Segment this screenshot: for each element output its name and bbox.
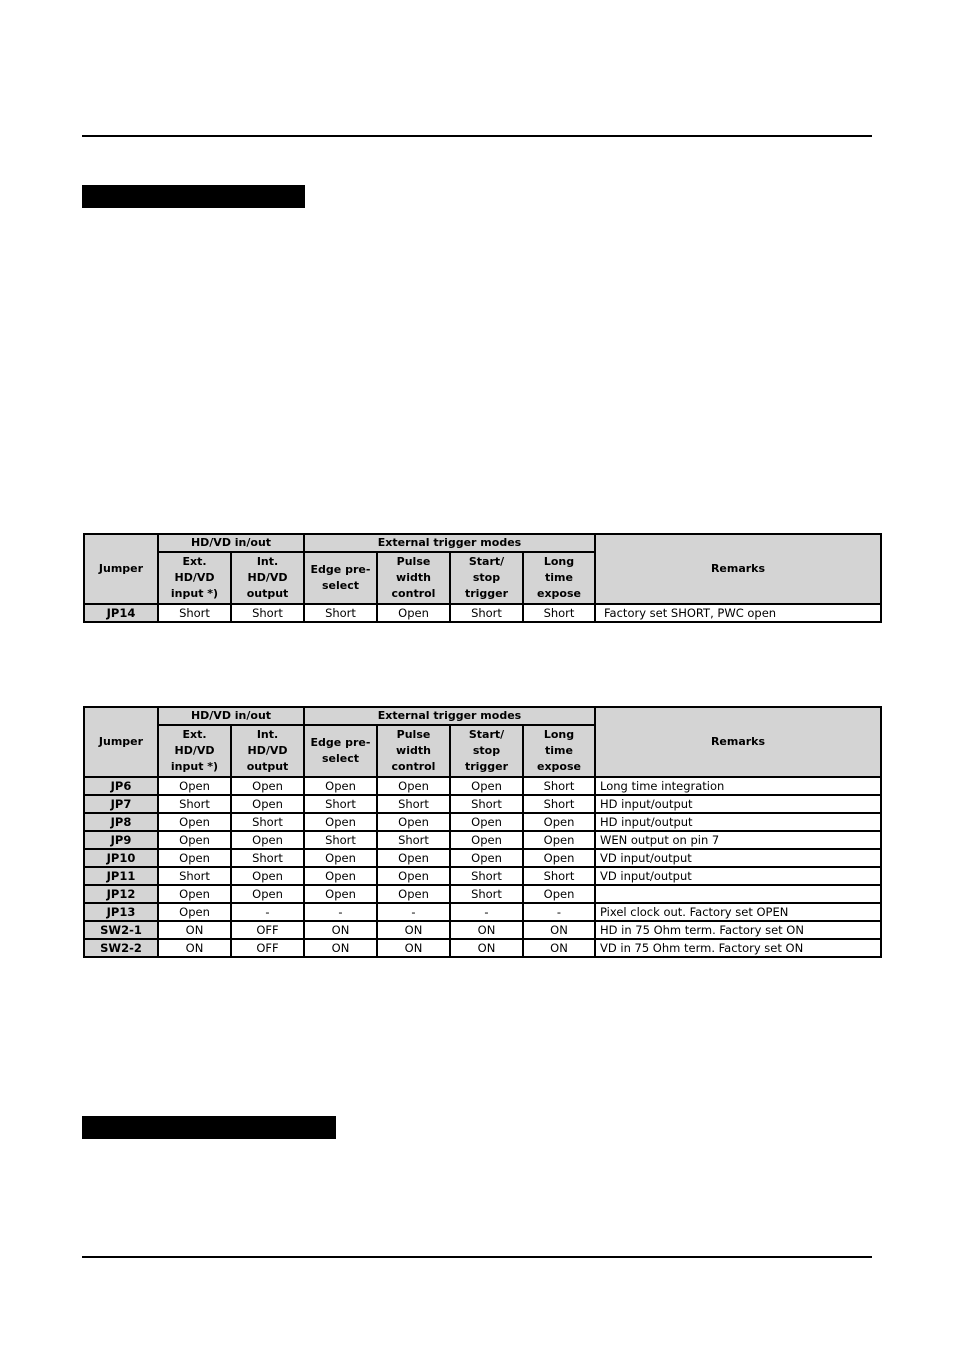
cell-remarks: VD input/output — [595, 849, 881, 867]
cell-start-stop-trigger: ON — [450, 921, 523, 939]
header-start-stop-trigger: Start/ stop trigger — [450, 725, 523, 777]
cell-pulse-width-control: Open — [377, 604, 450, 622]
cell-ext-hdvd-input: ON — [158, 921, 231, 939]
header-edge-preselect: Edge pre-select — [304, 725, 377, 777]
header-long-time-expose: Long time expose — [523, 552, 595, 604]
cell-ext-hdvd-input: Open — [158, 903, 231, 921]
cell-edge-preselect: Open — [304, 849, 377, 867]
cell-pulse-width-control: Open — [377, 885, 450, 903]
table-row — [84, 831, 881, 849]
header-remarks: Remarks — [595, 707, 881, 777]
cell-long-time-expose: Open — [523, 831, 595, 849]
cell-edge-preselect: Open — [304, 885, 377, 903]
header-pulse-width-control: Pulse width control — [377, 725, 450, 777]
cell-long-time-expose: Short — [523, 777, 595, 795]
table-row — [84, 921, 881, 939]
cell-ext-hdvd-input: Short — [158, 604, 231, 622]
cell-pulse-width-control: Open — [377, 813, 450, 831]
cell-edge-preselect: Short — [304, 795, 377, 813]
cell-int-hdvd-output: OFF — [231, 939, 304, 957]
table-header-row-groups — [84, 534, 881, 552]
cell-start-stop-trigger: ON — [450, 939, 523, 957]
jumper-table-2 — [83, 706, 882, 958]
cell-int-hdvd-output: Short — [231, 604, 304, 622]
cell-long-time-expose: Short — [523, 867, 595, 885]
cell-ext-hdvd-input: Open — [158, 885, 231, 903]
cell-remarks: VD in 75 Ohm term. Factory set ON — [595, 939, 881, 957]
cell-remarks: HD in 75 Ohm term. Factory set ON — [595, 921, 881, 939]
cell-jumper: JP11 — [84, 867, 158, 885]
cell-start-stop-trigger: Short — [450, 604, 523, 622]
jumper-table-1 — [83, 533, 882, 623]
cell-pulse-width-control: ON — [377, 921, 450, 939]
cell-int-hdvd-output: OFF — [231, 921, 304, 939]
cell-jumper: JP9 — [84, 831, 158, 849]
cell-int-hdvd-output: Short — [231, 813, 304, 831]
cell-pulse-width-control: ON — [377, 939, 450, 957]
cell-jumper: JP8 — [84, 813, 158, 831]
header-remarks: Remarks — [595, 534, 881, 604]
footer-rule — [82, 1256, 872, 1258]
cell-ext-hdvd-input: Open — [158, 813, 231, 831]
cell-jumper: JP7 — [84, 795, 158, 813]
cell-edge-preselect: Open — [304, 813, 377, 831]
table-row — [84, 885, 881, 903]
cell-start-stop-trigger: Open — [450, 813, 523, 831]
table-row — [84, 867, 881, 885]
cell-jumper: JP12 — [84, 885, 158, 903]
cell-jumper: JP13 — [84, 903, 158, 921]
header-rule — [82, 135, 872, 137]
cell-long-time-expose: Open — [523, 813, 595, 831]
header-start-stop-trigger: Start/ stop trigger — [450, 552, 523, 604]
header-edge-preselect: Edge pre-select — [304, 552, 377, 604]
header-group-external-trigger: External trigger modes — [304, 707, 595, 725]
section-heading-bar-1 — [82, 185, 305, 208]
table-row — [84, 795, 881, 813]
header-ext-hdvd-input: Ext. HD/VD input *) — [158, 725, 231, 777]
cell-remarks — [595, 885, 881, 903]
header-group-hdvd: HD/VD in/out — [158, 707, 304, 725]
cell-start-stop-trigger: Open — [450, 849, 523, 867]
cell-ext-hdvd-input: Short — [158, 867, 231, 885]
cell-start-stop-trigger: Short — [450, 867, 523, 885]
header-group-external-trigger: External trigger modes — [304, 534, 595, 552]
header-int-hdvd-output: Int. HD/VD output — [231, 552, 304, 604]
header-long-time-expose: Long time expose — [523, 725, 595, 777]
header-ext-hdvd-input: Ext. HD/VD input *) — [158, 552, 231, 604]
cell-ext-hdvd-input: ON — [158, 939, 231, 957]
header-group-hdvd: HD/VD in/out — [158, 534, 304, 552]
cell-start-stop-trigger: Short — [450, 885, 523, 903]
cell-long-time-expose: Short — [523, 795, 595, 813]
cell-ext-hdvd-input: Short — [158, 795, 231, 813]
cell-remarks: WEN output on pin 7 — [595, 831, 881, 849]
cell-pulse-width-control: Open — [377, 777, 450, 795]
cell-edge-preselect: Short — [304, 831, 377, 849]
cell-remarks: Pixel clock out. Factory set OPEN — [595, 903, 881, 921]
cell-pulse-width-control: - — [377, 903, 450, 921]
table-row — [84, 813, 881, 831]
cell-jumper: JP14 — [84, 604, 158, 622]
table-row — [84, 604, 881, 622]
cell-ext-hdvd-input: Open — [158, 849, 231, 867]
table-row — [84, 939, 881, 957]
cell-edge-preselect: ON — [304, 939, 377, 957]
table-row — [84, 903, 881, 921]
cell-pulse-width-control: Short — [377, 831, 450, 849]
cell-int-hdvd-output: Open — [231, 831, 304, 849]
cell-edge-preselect: - — [304, 903, 377, 921]
cell-int-hdvd-output: - — [231, 903, 304, 921]
cell-int-hdvd-output: Open — [231, 795, 304, 813]
section-heading-bar-2 — [82, 1116, 336, 1139]
cell-ext-hdvd-input: Open — [158, 777, 231, 795]
cell-start-stop-trigger: Open — [450, 777, 523, 795]
cell-long-time-expose: - — [523, 903, 595, 921]
cell-long-time-expose: Open — [523, 849, 595, 867]
cell-remarks: HD input/output — [595, 813, 881, 831]
cell-start-stop-trigger: - — [450, 903, 523, 921]
cell-long-time-expose: Short — [523, 604, 595, 622]
cell-long-time-expose: ON — [523, 921, 595, 939]
cell-int-hdvd-output: Short — [231, 849, 304, 867]
cell-ext-hdvd-input: Open — [158, 831, 231, 849]
cell-int-hdvd-output: Open — [231, 885, 304, 903]
cell-int-hdvd-output: Open — [231, 777, 304, 795]
cell-remarks: VD input/output — [595, 867, 881, 885]
cell-pulse-width-control: Open — [377, 849, 450, 867]
cell-pulse-width-control: Short — [377, 795, 450, 813]
table-row — [84, 849, 881, 867]
cell-start-stop-trigger: Open — [450, 831, 523, 849]
cell-long-time-expose: Open — [523, 885, 595, 903]
cell-edge-preselect: Short — [304, 604, 377, 622]
header-int-hdvd-output: Int. HD/VD output — [231, 725, 304, 777]
cell-int-hdvd-output: Open — [231, 867, 304, 885]
header-pulse-width-control: Pulse width control — [377, 552, 450, 604]
cell-jumper: JP10 — [84, 849, 158, 867]
table-row — [84, 777, 881, 795]
cell-start-stop-trigger: Short — [450, 795, 523, 813]
cell-jumper: SW2-2 — [84, 939, 158, 957]
cell-long-time-expose: ON — [523, 939, 595, 957]
header-jumper: Jumper — [84, 707, 158, 777]
cell-remarks: Factory set SHORT, PWC open — [595, 604, 881, 622]
cell-edge-preselect: Open — [304, 867, 377, 885]
cell-pulse-width-control: Open — [377, 867, 450, 885]
cell-jumper: SW2-1 — [84, 921, 158, 939]
cell-jumper: JP6 — [84, 777, 158, 795]
header-jumper: Jumper — [84, 534, 158, 604]
cell-remarks: HD input/output — [595, 795, 881, 813]
cell-edge-preselect: ON — [304, 921, 377, 939]
cell-edge-preselect: Open — [304, 777, 377, 795]
cell-remarks: Long time integration — [595, 777, 881, 795]
table-header-row-groups — [84, 707, 881, 725]
